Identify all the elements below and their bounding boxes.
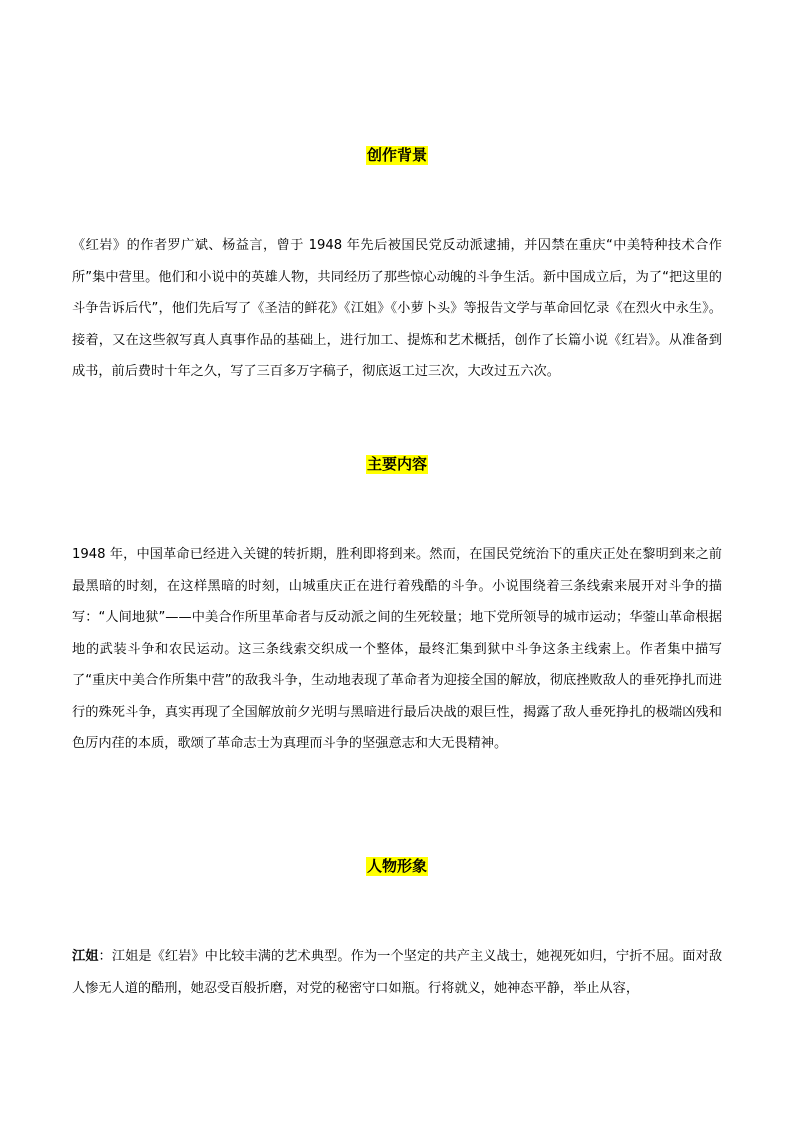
- section-heading-characters: [0, 856, 794, 876]
- section-heading-main-content: [0, 454, 794, 474]
- heading-text: 主要内容: [366, 455, 427, 473]
- paragraph-main-content: 1948 年，中国革命已经进入关键的转折期，胜利即将到来。然而，在国民党统治下的重庆正处在黎明到来之前最黑暗的时刻，在这样黑暗的时刻，山城重庆正在进行着残酷的斗争。小说围绕着三条线索来展开对斗争的描写：“人间地狱”——中美合作所里革命者与反动派之间的生死较量；地下党所领导的城市运动；华蓥山革命根据地的武装斗争和农民运动。这三条线索交织成一个整体，最终汇集到狱中斗争这条主线索上。作者集中描写了“重庆中美合作所集中营”的敌我斗争，生动地表现了革命者为迎接全国的解放，彻底挫败敌人的垂死挣扎而进行的殊死斗争，真实再现了全国解放前夕光明与黑暗进行最后决战的艰巨性，揭露了敌人垂死挣扎的极端凶残和色厉内荏的本质，歌颂了革命志士为真理而斗争的坚强意志和大无畏精神。: [72, 547, 722, 751]
- character-name: 江姐: [72, 949, 99, 964]
- paragraph-background: 《红岩》的作者罗广斌、杨益言，曾于 1948 年先后被国民党反动派逮捕，并囚禁在重庆“中美特种技术合作所”集中营里。他们和小说中的英雄人物，共同经历了那些惊心动魄的斗争生活。新中国成立后，为了“把这里的斗争告诉后代”，他们先后写了《圣洁的鲜花》《江姐》《小萝卜头》等报告文学与革命回忆录《在烈火中永生》。接着，又在这些叙写真人真事作品的基础上，进行加工、提炼和艺术概括，创作了长篇小说《红岩》。从准备到成书，前后费时十年之久，写了三百多万字稿子，彻底返工过三次，大改过五六次。: [72, 238, 722, 379]
- heading-text: 人物形象: [366, 857, 427, 875]
- section-heading-background: [0, 145, 794, 165]
- heading-text: 创作背景: [366, 146, 427, 164]
- paragraph-characters: [72, 941, 722, 1004]
- character-description: ：江姐是《红岩》中比较丰满的艺术典型。作为一个坚定的共产主义战士，她视死如归，宁折不屈。面对敌人惨无人道的酷刑，她忍受百般折磨，对党的秘密守口如瓶。行将就义，她神态平静，举止从容，: [72, 949, 723, 996]
